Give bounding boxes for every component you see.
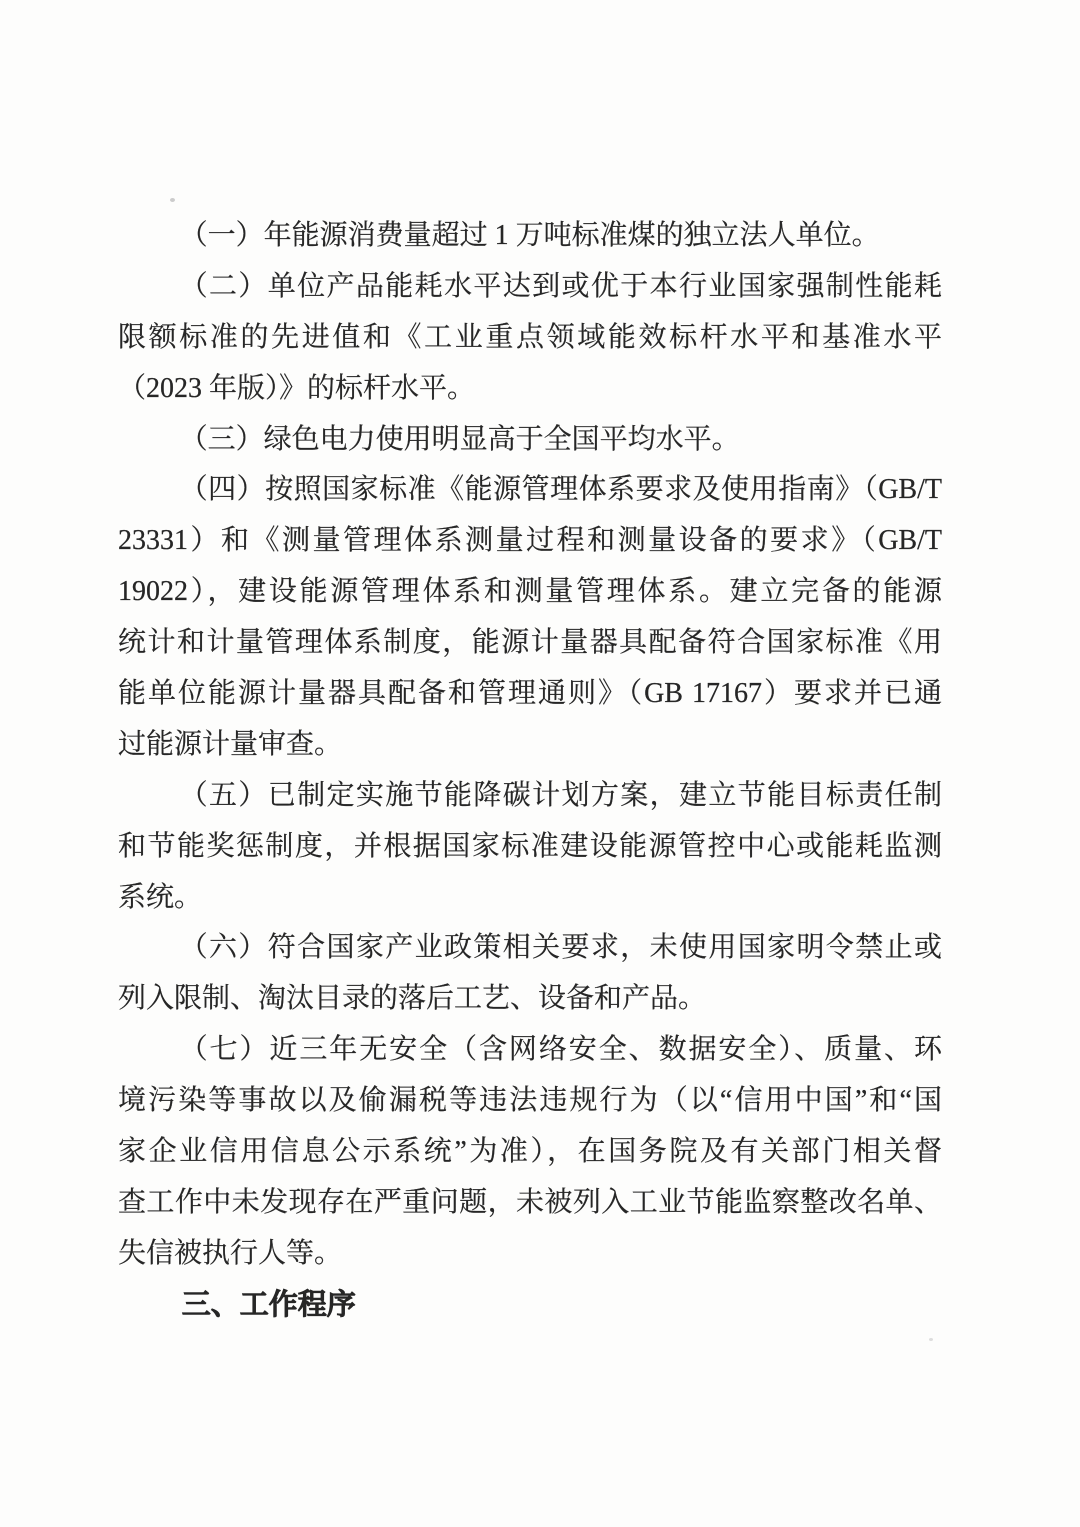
- scan-speck: [929, 1338, 933, 1341]
- document-line: 失信被执行人等。: [118, 1237, 343, 1269]
- document-line: 境污染等事故以及偷漏税等违法违规行为（以“信用中国”和“国: [118, 1085, 942, 1117]
- document-body: [118, 211, 942, 1331]
- document-line: （六）符合国家产业政策相关要求，未使用国家明令禁止或: [179, 932, 942, 964]
- document-line: 能单位能源计量器具配备和管理通则》（GB 17167）要求并已通: [118, 678, 942, 710]
- section-heading: 三、工作程序: [181, 1288, 356, 1321]
- document-line: 列入限制、淘汰目录的落后工艺、设备和产品。: [118, 983, 707, 1015]
- document-line: （三）绿色电力使用明显高于全国平均水平。: [179, 423, 740, 455]
- document-line: 和节能奖惩制度，并根据国家标准建设能源管控中心或能耗监测: [118, 830, 942, 862]
- scan-speck: [170, 198, 175, 202]
- document-line: 限额标准的先进值和《工业重点领域能效标杆水平和基准水平: [118, 321, 942, 353]
- document-line: （二）单位产品能耗水平达到或优于本行业国家强制性能耗: [179, 270, 942, 302]
- document-line: （七）近三年无安全（含网络安全、数据安全）、质量、环: [179, 1034, 942, 1066]
- document-line: 19022），建设能源管理体系和测量管理体系。建立完备的能源: [118, 576, 942, 608]
- document-line: （五）已制定实施节能降碳计划方案，建立节能目标责任制: [179, 779, 942, 811]
- document-line: 23331）和《测量管理体系测量过程和测量设备的要求》（GB/T: [118, 525, 942, 557]
- document-line: 过能源计量审查。: [118, 728, 343, 760]
- document-line: 系统。: [118, 881, 203, 913]
- document-line: 家企业信用信息公示系统”为准），在国务院及有关部门相关督: [118, 1136, 942, 1168]
- document-line: 统计和计量管理体系制度，能源计量器具配备符合国家标准《用: [118, 627, 942, 659]
- document-line: （四）按照国家标准《能源管理体系要求及使用指南》（GB/T: [179, 474, 942, 506]
- document-line: 查工作中未发现存在严重问题，未被列入工业节能监察整改名单、: [118, 1186, 942, 1218]
- document-line: （一）年能源消费量超过 1 万吨标准煤的独立法人单位。: [179, 220, 880, 251]
- document-line: （2023 年版）》的标杆水平。: [118, 372, 476, 404]
